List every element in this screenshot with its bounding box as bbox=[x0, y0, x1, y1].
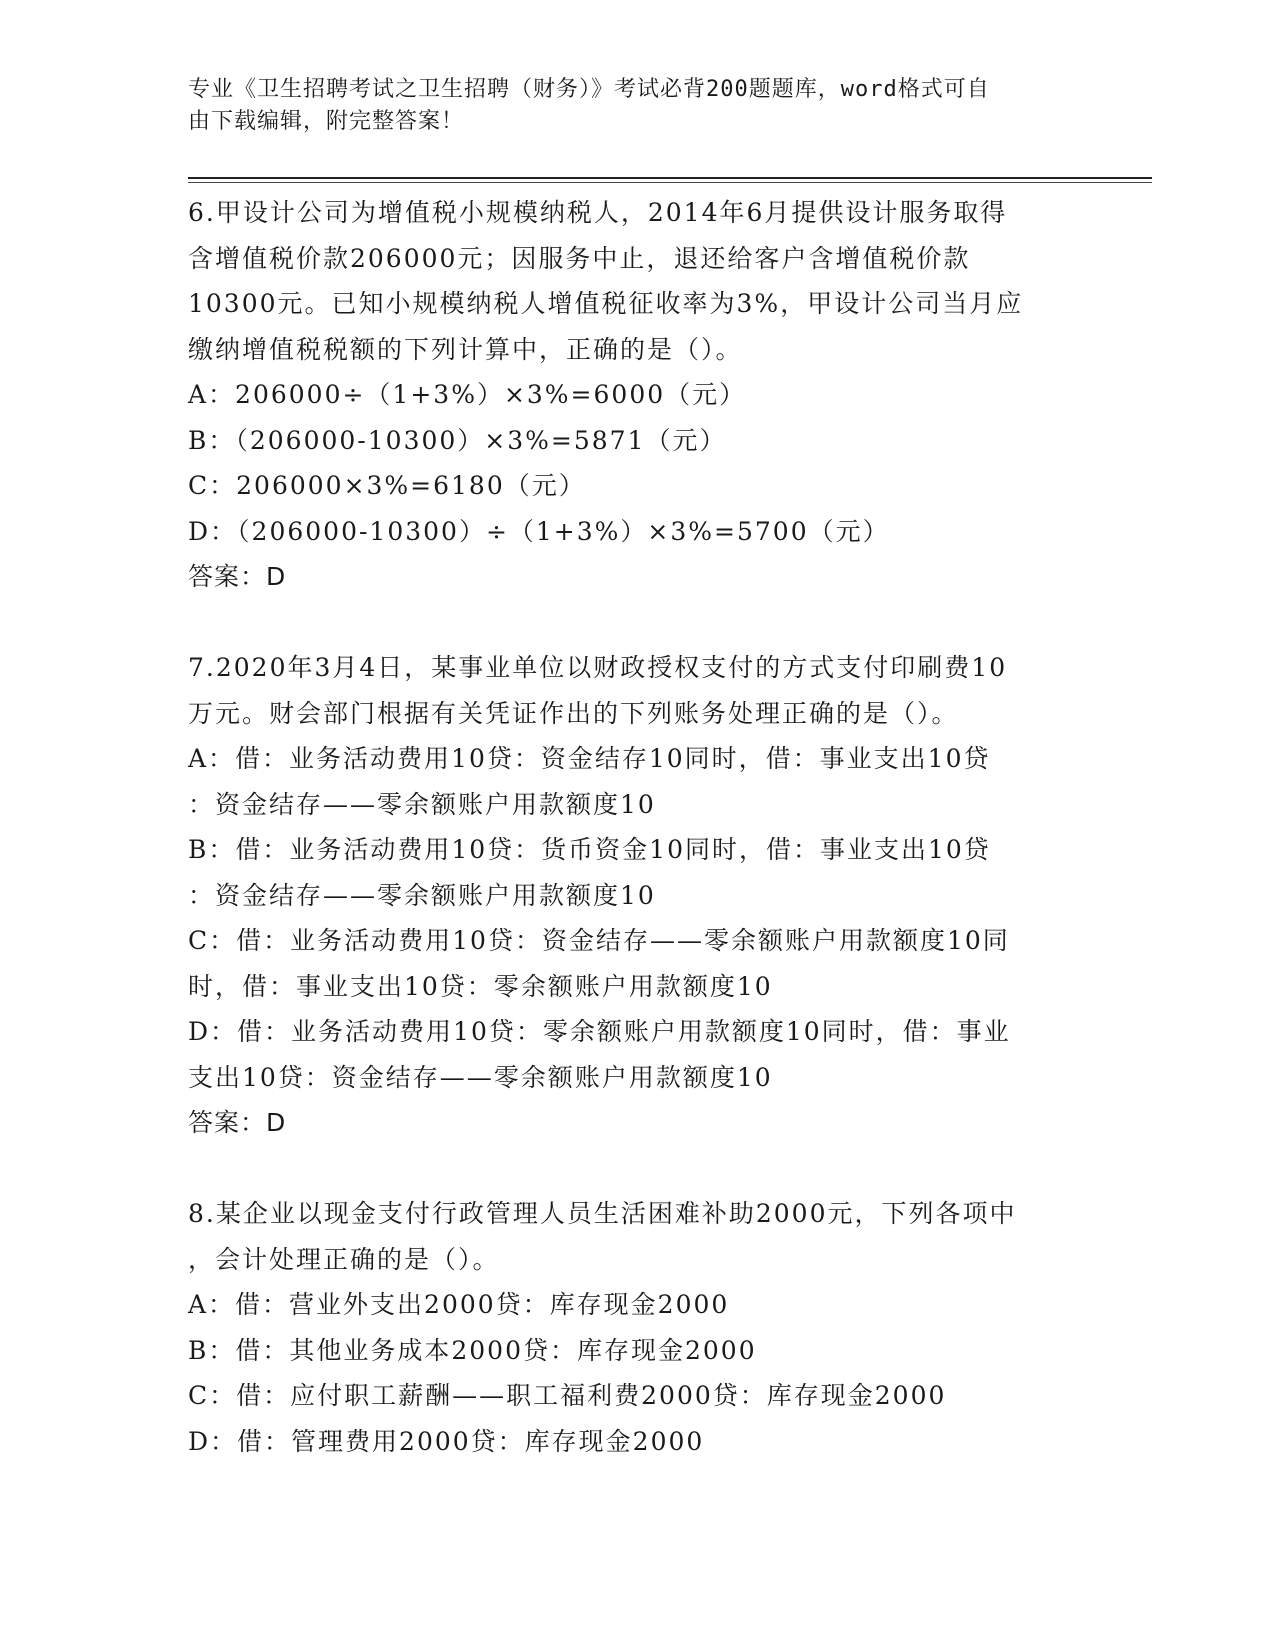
document-header bbox=[188, 74, 1078, 138]
question-8-option-c: C：借：应付职工薪酬——职工福利费2000贷：库存现金2000 bbox=[188, 1381, 947, 1410]
question-6-stem-line-3: 10300元。已知小规模纳税人增值税征收率为3%，甲设计公司当月应 bbox=[188, 289, 1024, 318]
spacer bbox=[188, 600, 1118, 646]
question-8 bbox=[188, 1191, 1118, 1464]
header-line-1: 专业《卫生招聘考试之卫生招聘（财务）》考试必背200题题库，word格式可自 bbox=[188, 77, 990, 102]
question-6-option-c: C：206000×3%=6180（元） bbox=[188, 471, 586, 500]
question-6-option-b: B：（206000-10300）×3%=5871（元） bbox=[188, 425, 727, 455]
question-6-stem-line-2: 含增值税价款206000元；因服务中止，退还给客户含增值税价款 bbox=[188, 243, 971, 273]
question-7-option-c-line-2: 时，借：事业支出10贷：零余额账户用款额度10 bbox=[188, 971, 773, 1001]
header-divider-thick bbox=[188, 177, 1152, 179]
question-6-option-d: D：（206000-10300）÷（1+3%）×3%=5700（元） bbox=[188, 516, 890, 546]
question-7-answer: 答案：D bbox=[188, 1108, 287, 1137]
question-6-stem-line-4: 缴纳增值税税额的下列计算中，正确的是（）。 bbox=[188, 334, 743, 364]
question-7-option-a-line-2: ：资金结存——零余额账户用款额度10 bbox=[188, 789, 656, 819]
question-7-option-d-line-1: D：借：业务活动费用10贷：零余额账户用款额度10同时，借：事业 bbox=[188, 1017, 1011, 1046]
question-8-option-d: D：借：管理费用2000贷：库存现金2000 bbox=[188, 1426, 705, 1456]
header-line-2: 由下载编辑，附完整答案！ bbox=[188, 109, 465, 134]
header-divider-thin bbox=[188, 182, 1152, 183]
question-6-stem-line-1: 6.甲设计公司为增值税小规模纳税人，2014年6月提供设计服务取得 bbox=[188, 198, 1008, 227]
spacer bbox=[188, 1146, 1118, 1192]
question-6-option-a: A：206000÷（1+3%）×3%=6000（元） bbox=[188, 380, 747, 409]
question-7-stem-line-2: 万元。财会部门根据有关凭证作出的下列账务处理正确的是（）。 bbox=[188, 698, 959, 728]
question-6-answer: 答案：D bbox=[188, 562, 287, 591]
question-8-stem-line-2: ，会计处理正确的是（）。 bbox=[188, 1244, 500, 1274]
question-7-option-b-line-2: ：资金结存——零余额账户用款额度10 bbox=[188, 880, 656, 910]
question-6 bbox=[188, 190, 1118, 600]
question-7-option-a-line-1: A：借：业务活动费用10贷：资金结存10同时，借：事业支出10贷 bbox=[188, 744, 991, 773]
question-list bbox=[188, 190, 1118, 1464]
question-8-stem-line-1: 8.某企业以现金支付行政管理人员生活困难补助2000元，下列各项中 bbox=[188, 1199, 1017, 1228]
question-8-option-b: B：借：其他业务成本2000贷：库存现金2000 bbox=[188, 1335, 757, 1365]
question-7-option-d-line-2: 支出10贷：资金结存——零余额账户用款额度10 bbox=[188, 1062, 773, 1092]
question-7-option-c-line-1: C：借：业务活动费用10贷：资金结存——零余额账户用款额度10同 bbox=[188, 926, 1010, 955]
question-7-stem-line-1: 7.2020年3月4日，某事业单位以财政授权支付的方式支付印刷费10 bbox=[188, 653, 1008, 682]
question-8-option-a: A：借：营业外支出2000贷：库存现金2000 bbox=[188, 1290, 730, 1319]
question-7 bbox=[188, 645, 1118, 1146]
question-7-option-b-line-1: B：借：业务活动费用10贷：货币资金10同时，借：事业支出10贷 bbox=[188, 835, 991, 864]
